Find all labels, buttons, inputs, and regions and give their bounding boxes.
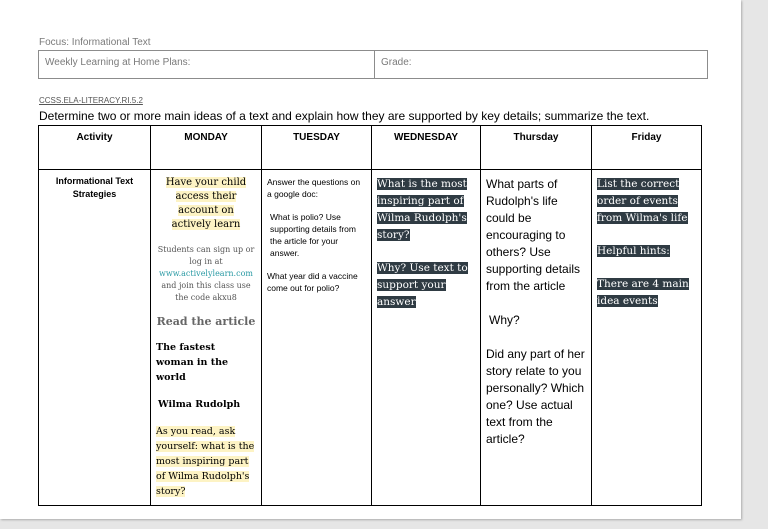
- monday-main-instruction: Have your child access their account on actively learn: [165, 177, 247, 230]
- monday-read-heading: Read the article: [156, 315, 256, 328]
- col-thursday: Thursday: [481, 126, 592, 170]
- thursday-question-2: Why?: [489, 313, 520, 327]
- monday-ask-prompt: As you read, ask yourself: what is the most inspiring part of Wilma Rudolph's story?: [156, 426, 255, 497]
- friday-hints-label: Helpful hints:: [597, 245, 670, 257]
- focus-label: Focus: Informational Text: [39, 37, 151, 48]
- friday-hint-text: There are 4 main idea events: [597, 278, 689, 307]
- table-header-row: [39, 126, 702, 170]
- wednesday-question-2: Why? Use text to support your answer: [377, 262, 468, 308]
- monday-cell: [151, 170, 262, 506]
- thursday-question-1: What parts of Rudolph's life could be encouraging to others? Use supporting details from the article: [486, 177, 581, 293]
- wednesday-question-1: What is the most inspiring part of Wilma Rudolph's story?: [377, 178, 467, 241]
- tuesday-instruction: Answer the questions on a google doc:: [267, 177, 361, 199]
- tuesday-question-1: What is polio? Use supporting details from the article for your answer.: [270, 212, 356, 258]
- col-monday: MONDAY: [151, 126, 262, 170]
- friday-cell: [592, 170, 702, 506]
- thursday-cell: [481, 170, 592, 506]
- weekly-plans-field[interactable]: Weekly Learning at Home Plans:: [39, 51, 375, 78]
- wednesday-cell: [372, 170, 481, 506]
- friday-instruction: List the correct order of events from Wilma's life: [597, 178, 688, 224]
- standard-code-link[interactable]: CCSS.ELA-LITERACY.RI.5.2: [39, 96, 143, 105]
- table-row: [39, 170, 702, 506]
- col-activity: Activity: [39, 126, 151, 170]
- plans-grade-box: [38, 50, 708, 79]
- monday-join-text: and join this class use the code akxu8: [161, 281, 251, 302]
- col-tuesday: TUESDAY: [262, 126, 372, 170]
- weekly-plan-table: [38, 125, 702, 506]
- monday-article-title: The fastest woman in the world: [156, 342, 229, 383]
- tuesday-cell: [262, 170, 372, 506]
- monday-person-name: Wilma Rudolph: [158, 399, 241, 410]
- col-wednesday: WEDNESDAY: [372, 126, 481, 170]
- grade-field[interactable]: Grade:: [381, 57, 412, 68]
- standard-description: Determine two or more main ideas of a text and explain how they are supported by key details; summarize the text.: [39, 109, 650, 123]
- actively-learn-link[interactable]: www.activelylearn.com: [159, 269, 253, 278]
- monday-signup-text: Students can sign up or log in at: [157, 245, 255, 266]
- col-friday: Friday: [592, 126, 702, 170]
- tuesday-question-2: What year did a vaccine come out for polio?: [267, 271, 358, 293]
- thursday-question-3: Did any part of her story relate to you personally? Which one? Use actual text from the article?: [486, 347, 585, 446]
- activity-cell: Informational Text Strategies: [39, 170, 151, 506]
